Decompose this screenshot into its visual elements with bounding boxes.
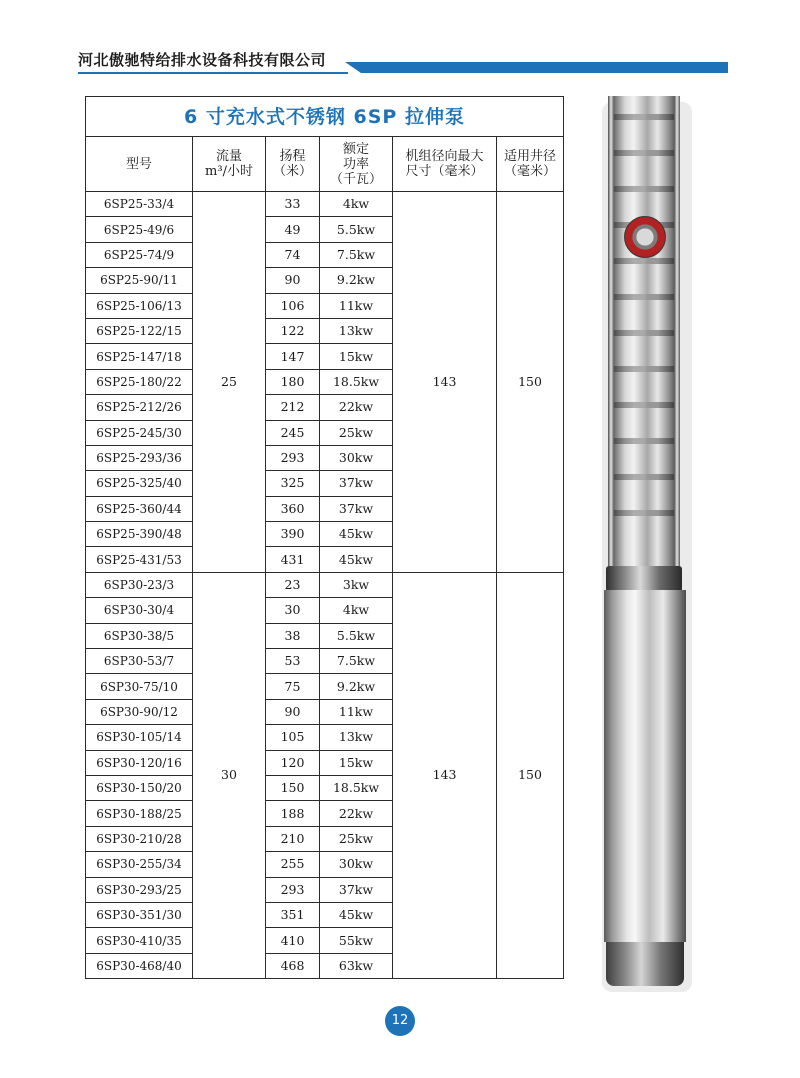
power-cell: 11kw xyxy=(320,293,393,318)
head-cell: 120 xyxy=(266,750,320,775)
head-cell: 33 xyxy=(266,192,320,217)
col-header-diameter xyxy=(393,137,497,192)
power-cell: 4kw xyxy=(320,598,393,623)
col-header-well xyxy=(497,137,564,192)
col-header-well-line2: （毫米） xyxy=(503,164,556,179)
pump-stage-band xyxy=(612,510,676,516)
power-cell: 11kw xyxy=(320,699,393,724)
header-accent-bar xyxy=(345,62,728,73)
col-header-flow-line1: 流量 xyxy=(215,149,242,164)
col-header-power-line2: 功率 xyxy=(342,156,369,172)
power-cell: 9.2kw xyxy=(320,674,393,699)
model-cell: 6SP30-150/20 xyxy=(86,775,193,800)
max-diameter-cell: 143 xyxy=(393,192,497,573)
head-cell: 188 xyxy=(266,801,320,826)
pump-stage-band xyxy=(612,474,676,480)
model-cell: 6SP25-90/11 xyxy=(86,268,193,293)
company-name: 河北傲驰特给排水设备科技有限公司 xyxy=(78,51,327,69)
col-header-head-line2: （米） xyxy=(272,164,312,179)
head-cell: 150 xyxy=(266,775,320,800)
model-cell: 6SP30-53/7 xyxy=(86,649,193,674)
head-cell: 360 xyxy=(266,496,320,521)
head-cell: 245 xyxy=(266,420,320,445)
head-cell: 30 xyxy=(266,598,320,623)
table-title: 6 寸充水式不锈钢 6SP 拉伸泵 xyxy=(86,97,564,137)
power-cell: 5.5kw xyxy=(320,217,393,242)
model-cell: 6SP25-293/36 xyxy=(86,445,193,470)
col-header-power xyxy=(320,137,393,192)
power-cell: 7.5kw xyxy=(320,242,393,267)
power-cell: 18.5kw xyxy=(320,369,393,394)
col-header-model xyxy=(86,137,193,192)
model-cell: 6SP25-360/44 xyxy=(86,496,193,521)
power-cell: 22kw xyxy=(320,801,393,826)
model-cell: 6SP30-410/35 xyxy=(86,928,193,953)
head-cell: 75 xyxy=(266,674,320,699)
model-cell: 6SP25-212/26 xyxy=(86,395,193,420)
col-header-diameter-line2: 尺寸（毫米） xyxy=(405,164,484,179)
power-cell: 13kw xyxy=(320,725,393,750)
model-cell: 6SP30-38/5 xyxy=(86,623,193,648)
head-cell: 38 xyxy=(266,623,320,648)
power-cell: 30kw xyxy=(320,445,393,470)
pump-stage-band xyxy=(612,330,676,336)
col-header-model-text: 型号 xyxy=(125,156,152,172)
pump-tie-rod-right xyxy=(674,96,680,586)
col-header-head xyxy=(266,137,320,192)
table-row xyxy=(86,572,564,597)
model-cell: 6SP30-351/30 xyxy=(86,902,193,927)
head-cell: 431 xyxy=(266,547,320,572)
head-cell: 49 xyxy=(266,217,320,242)
model-cell: 6SP25-431/53 xyxy=(86,547,193,572)
max-diameter-cell: 143 xyxy=(393,572,497,978)
power-cell: 37kw xyxy=(320,471,393,496)
head-cell: 180 xyxy=(266,369,320,394)
model-cell: 6SP30-30/4 xyxy=(86,598,193,623)
table-row xyxy=(86,192,564,217)
head-cell: 410 xyxy=(266,928,320,953)
pump-stage-band xyxy=(612,258,676,264)
head-cell: 105 xyxy=(266,725,320,750)
pump-stage-band xyxy=(612,438,676,444)
head-cell: 90 xyxy=(266,699,320,724)
col-header-diameter-line1: 机组径向最大 xyxy=(405,149,484,164)
head-cell: 390 xyxy=(266,522,320,547)
col-header-flow xyxy=(193,137,266,192)
model-cell: 6SP25-245/30 xyxy=(86,420,193,445)
col-header-flow-line2: m³/小时 xyxy=(205,164,253,179)
header-underline xyxy=(78,72,348,74)
submersible-pump-photo xyxy=(596,96,694,996)
power-cell: 5.5kw xyxy=(320,623,393,648)
pump-stage-band xyxy=(612,366,676,372)
model-cell: 6SP25-180/22 xyxy=(86,369,193,394)
col-header-power-line1: 额定 xyxy=(342,141,369,157)
pump-label-disk xyxy=(624,216,666,258)
pump-stage-band xyxy=(612,150,676,156)
head-cell: 255 xyxy=(266,852,320,877)
power-cell: 15kw xyxy=(320,344,393,369)
spec-table-body xyxy=(86,192,564,979)
model-cell: 6SP30-105/14 xyxy=(86,725,193,750)
pump-stage-band xyxy=(612,402,676,408)
model-cell: 6SP30-120/16 xyxy=(86,750,193,775)
power-cell: 22kw xyxy=(320,395,393,420)
power-cell: 25kw xyxy=(320,826,393,851)
col-header-power-line3: （千瓦） xyxy=(329,171,382,187)
model-cell: 6SP25-106/13 xyxy=(86,293,193,318)
model-cell: 6SP30-468/40 xyxy=(86,953,193,978)
pump-tie-rod-left xyxy=(608,96,614,586)
model-cell: 6SP30-293/25 xyxy=(86,877,193,902)
power-cell: 30kw xyxy=(320,852,393,877)
model-cell: 6SP25-33/4 xyxy=(86,192,193,217)
power-cell: 4kw xyxy=(320,192,393,217)
col-header-head-line1: 扬程 xyxy=(279,149,306,164)
head-cell: 468 xyxy=(266,953,320,978)
head-cell: 23 xyxy=(266,572,320,597)
model-cell: 6SP25-325/40 xyxy=(86,471,193,496)
power-cell: 15kw xyxy=(320,750,393,775)
model-cell: 6SP25-49/6 xyxy=(86,217,193,242)
pump-stage-band xyxy=(612,114,676,120)
head-cell: 325 xyxy=(266,471,320,496)
head-cell: 293 xyxy=(266,877,320,902)
power-cell: 55kw xyxy=(320,928,393,953)
model-cell: 6SP25-390/48 xyxy=(86,522,193,547)
spec-table xyxy=(85,96,564,979)
power-cell: 7.5kw xyxy=(320,649,393,674)
model-cell: 6SP30-188/25 xyxy=(86,801,193,826)
page-number: 12 xyxy=(385,1006,415,1036)
power-cell: 45kw xyxy=(320,547,393,572)
power-cell: 37kw xyxy=(320,496,393,521)
model-cell: 6SP30-90/12 xyxy=(86,699,193,724)
head-cell: 212 xyxy=(266,395,320,420)
power-cell: 63kw xyxy=(320,953,393,978)
head-cell: 210 xyxy=(266,826,320,851)
head-cell: 147 xyxy=(266,344,320,369)
table-header-row xyxy=(86,137,564,192)
well-diameter-cell: 150 xyxy=(497,572,564,978)
power-cell: 13kw xyxy=(320,318,393,343)
pump-base xyxy=(606,942,684,986)
head-cell: 53 xyxy=(266,649,320,674)
pump-motor xyxy=(604,590,686,942)
power-cell: 9.2kw xyxy=(320,268,393,293)
pump-image xyxy=(596,96,694,996)
head-cell: 106 xyxy=(266,293,320,318)
model-cell: 6SP30-23/3 xyxy=(86,572,193,597)
head-cell: 293 xyxy=(266,445,320,470)
well-diameter-cell: 150 xyxy=(497,192,564,573)
head-cell: 74 xyxy=(266,242,320,267)
model-cell: 6SP30-255/34 xyxy=(86,852,193,877)
head-cell: 351 xyxy=(266,902,320,927)
model-cell: 6SP30-75/10 xyxy=(86,674,193,699)
head-cell: 90 xyxy=(266,268,320,293)
model-cell: 6SP25-122/15 xyxy=(86,318,193,343)
power-cell: 45kw xyxy=(320,902,393,927)
pump-intake xyxy=(606,566,682,592)
flow-cell: 30 xyxy=(193,572,266,978)
flow-cell: 25 xyxy=(193,192,266,573)
power-cell: 25kw xyxy=(320,420,393,445)
model-cell: 6SP30-210/28 xyxy=(86,826,193,851)
power-cell: 45kw xyxy=(320,522,393,547)
pump-stage-band xyxy=(612,186,676,192)
model-cell: 6SP25-147/18 xyxy=(86,344,193,369)
pump-stage-band xyxy=(612,294,676,300)
power-cell: 3kw xyxy=(320,572,393,597)
head-cell: 122 xyxy=(266,318,320,343)
power-cell: 37kw xyxy=(320,877,393,902)
model-cell: 6SP25-74/9 xyxy=(86,242,193,267)
col-header-well-line1: 适用井径 xyxy=(503,149,556,164)
power-cell: 18.5kw xyxy=(320,775,393,800)
